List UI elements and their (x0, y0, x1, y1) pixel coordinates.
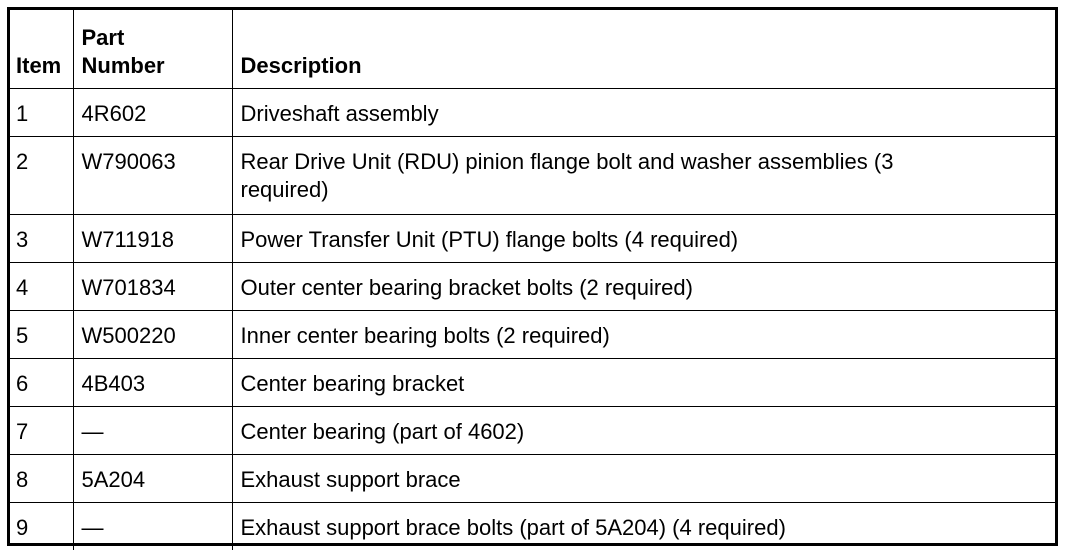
cell-description: Outer center bearing bracket bolts (2 required) (232, 262, 1055, 310)
cell-item: 1 (10, 88, 73, 136)
table-row (10, 310, 1055, 358)
table-row (10, 502, 1055, 550)
header-part-number (73, 10, 232, 88)
parts-table-frame (7, 7, 1058, 546)
table-row (10, 454, 1055, 502)
table-header-row (10, 10, 1055, 88)
cell-item: 2 (10, 136, 73, 214)
header-part-number-line2: Number (81, 52, 165, 78)
cell-item: 6 (10, 358, 73, 406)
cell-item: 4 (10, 262, 73, 310)
table-row (10, 136, 1055, 214)
cell-description-line1: Rear Drive Unit (RDU) pinion flange bolt and washer assemblies (3 (240, 148, 894, 174)
cell-part-number: 5A204 (73, 454, 232, 502)
cell-description: Center bearing bracket (232, 358, 1055, 406)
cell-description: Center bearing (part of 4602) (232, 406, 1055, 454)
cell-part-number: — (73, 502, 232, 550)
table-row (10, 262, 1055, 310)
cell-item: 7 (10, 406, 73, 454)
cell-description: Inner center bearing bolts (2 required) (232, 310, 1055, 358)
cell-item: 9 (10, 502, 73, 550)
cell-description: Power Transfer Unit (PTU) flange bolts (4 required) (232, 214, 1055, 262)
cell-item: 5 (10, 310, 73, 358)
table-row (10, 406, 1055, 454)
cell-description: Exhaust support brace bolts (part of 5A204) (4 required) (232, 502, 1055, 550)
cell-part-number: W701834 (73, 262, 232, 310)
parts-table (10, 10, 1055, 550)
cell-item: 8 (10, 454, 73, 502)
cell-description-line2: required) (240, 176, 329, 202)
table-row (10, 358, 1055, 406)
header-description: Description (232, 10, 1055, 88)
header-item: Item (10, 10, 73, 88)
cell-description: Exhaust support brace (232, 454, 1055, 502)
cell-part-number: 4B403 (73, 358, 232, 406)
cell-part-number: 4R602 (73, 88, 232, 136)
header-part-number-line1: Part (81, 24, 125, 50)
cell-description (232, 136, 1055, 214)
cell-part-number: W790063 (73, 136, 232, 214)
cell-item: 3 (10, 214, 73, 262)
cell-description: Driveshaft assembly (232, 88, 1055, 136)
table-row (10, 88, 1055, 136)
cell-part-number: — (73, 406, 232, 454)
cell-part-number: W500220 (73, 310, 232, 358)
cell-part-number: W711918 (73, 214, 232, 262)
table-row (10, 214, 1055, 262)
